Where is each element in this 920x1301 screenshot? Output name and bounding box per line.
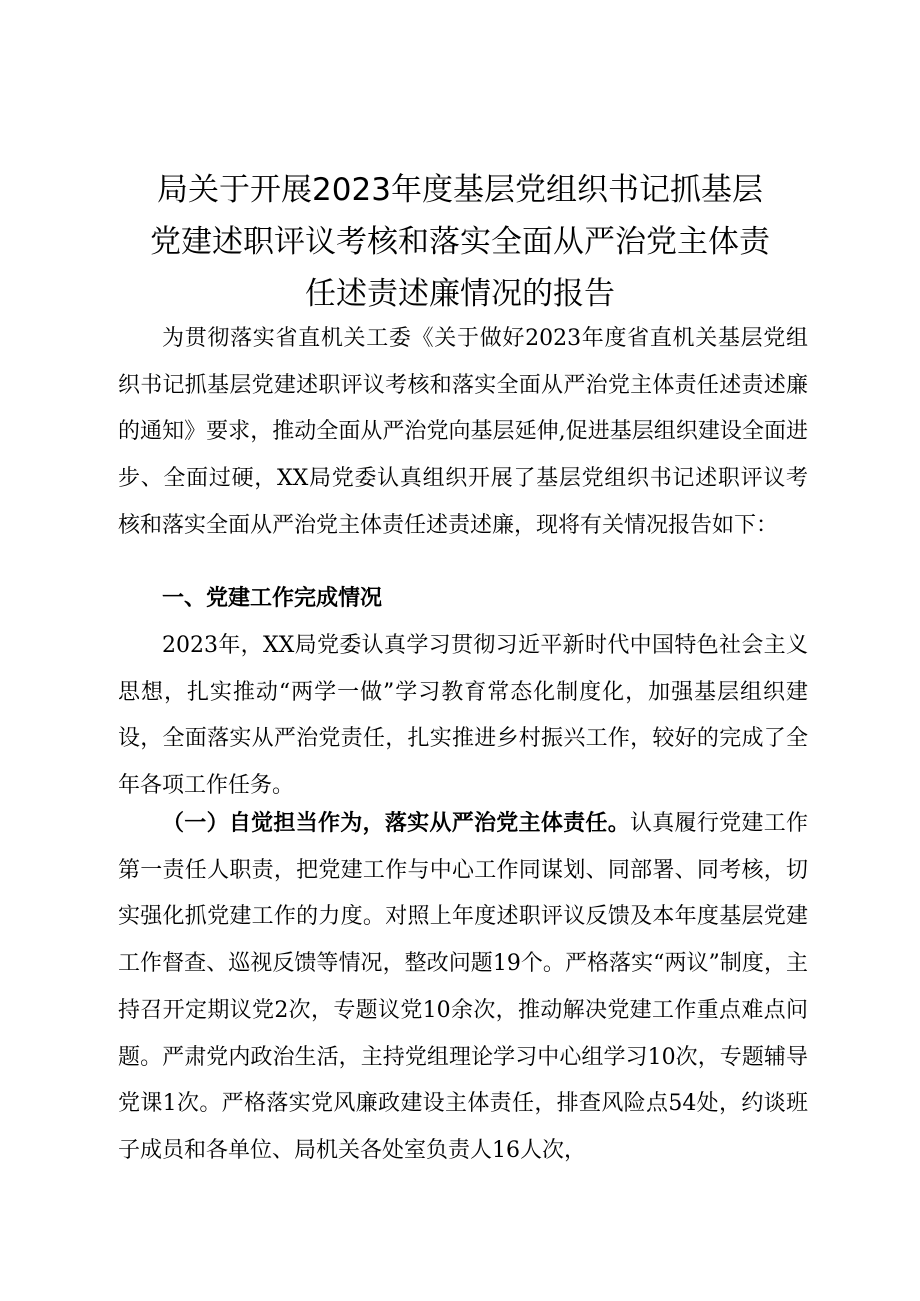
intro-paragraph: 为贯彻落实省直机关工委《关于做好2023年度省直机关基层党组织书记抓基层党建述职评议考核和落实全面从严治党主体责任述责述廉的通知》要求，推动全面从严治党向基层延伸,促进基层组织建设全面进步、全面过硬，XX局党委认真组织开展了基层党组织书记述职评议考核和落实全面从严治党主体责任述责述廉，现将有关情况报告如下： [118,326,808,538]
document-title-line-2: 党建述职评议考核和落实全面从严治党主体责 [150,224,770,260]
document-title-line-1: 局关于开展2023年度基层党组织书记抓基层 [157,172,763,208]
section-1-body: 认真履行党建工作第一责任人职责，把党建工作与中心工作同谋划、同部署、同考核，切实强化抓党建工作的力度。对照上年度述职评议反馈及本年度基层党建工作督查、巡视反馈等情况，整改问题19个。严格落实“两议”制度，主持召开定期议党2次，专题议党10余次，推动解决党建工作重点难点问题。严肃党内政治生活，主持党组理论学习中心组学习10次，专题辅导党课1次。严格落实党风廉政建设主体责任，排查风险点54处，约谈班子成员和各单位、局机关各处室负责人16人次， [118,811,808,1163]
section-heading-1: 一、党建工作完成情况 [162,586,383,611]
overview-paragraph: 2023年，XX局党委认真学习贯彻习近平新时代中国特色社会主义思想，扎实推动“两学一做”学习教育常态化制度化，加强基层组织建设，全面落实从严治党责任，扎实推进乡村振兴工作，较好的完成了全年各项工作任务。 [118,633,808,799]
document-title-line-3: 任述责述廉情况的报告 [305,276,615,312]
section-1-paragraph [118,800,808,1175]
section-1-lead: （一）自觉担当作为，落实从严治党主体责任。 [162,810,630,836]
